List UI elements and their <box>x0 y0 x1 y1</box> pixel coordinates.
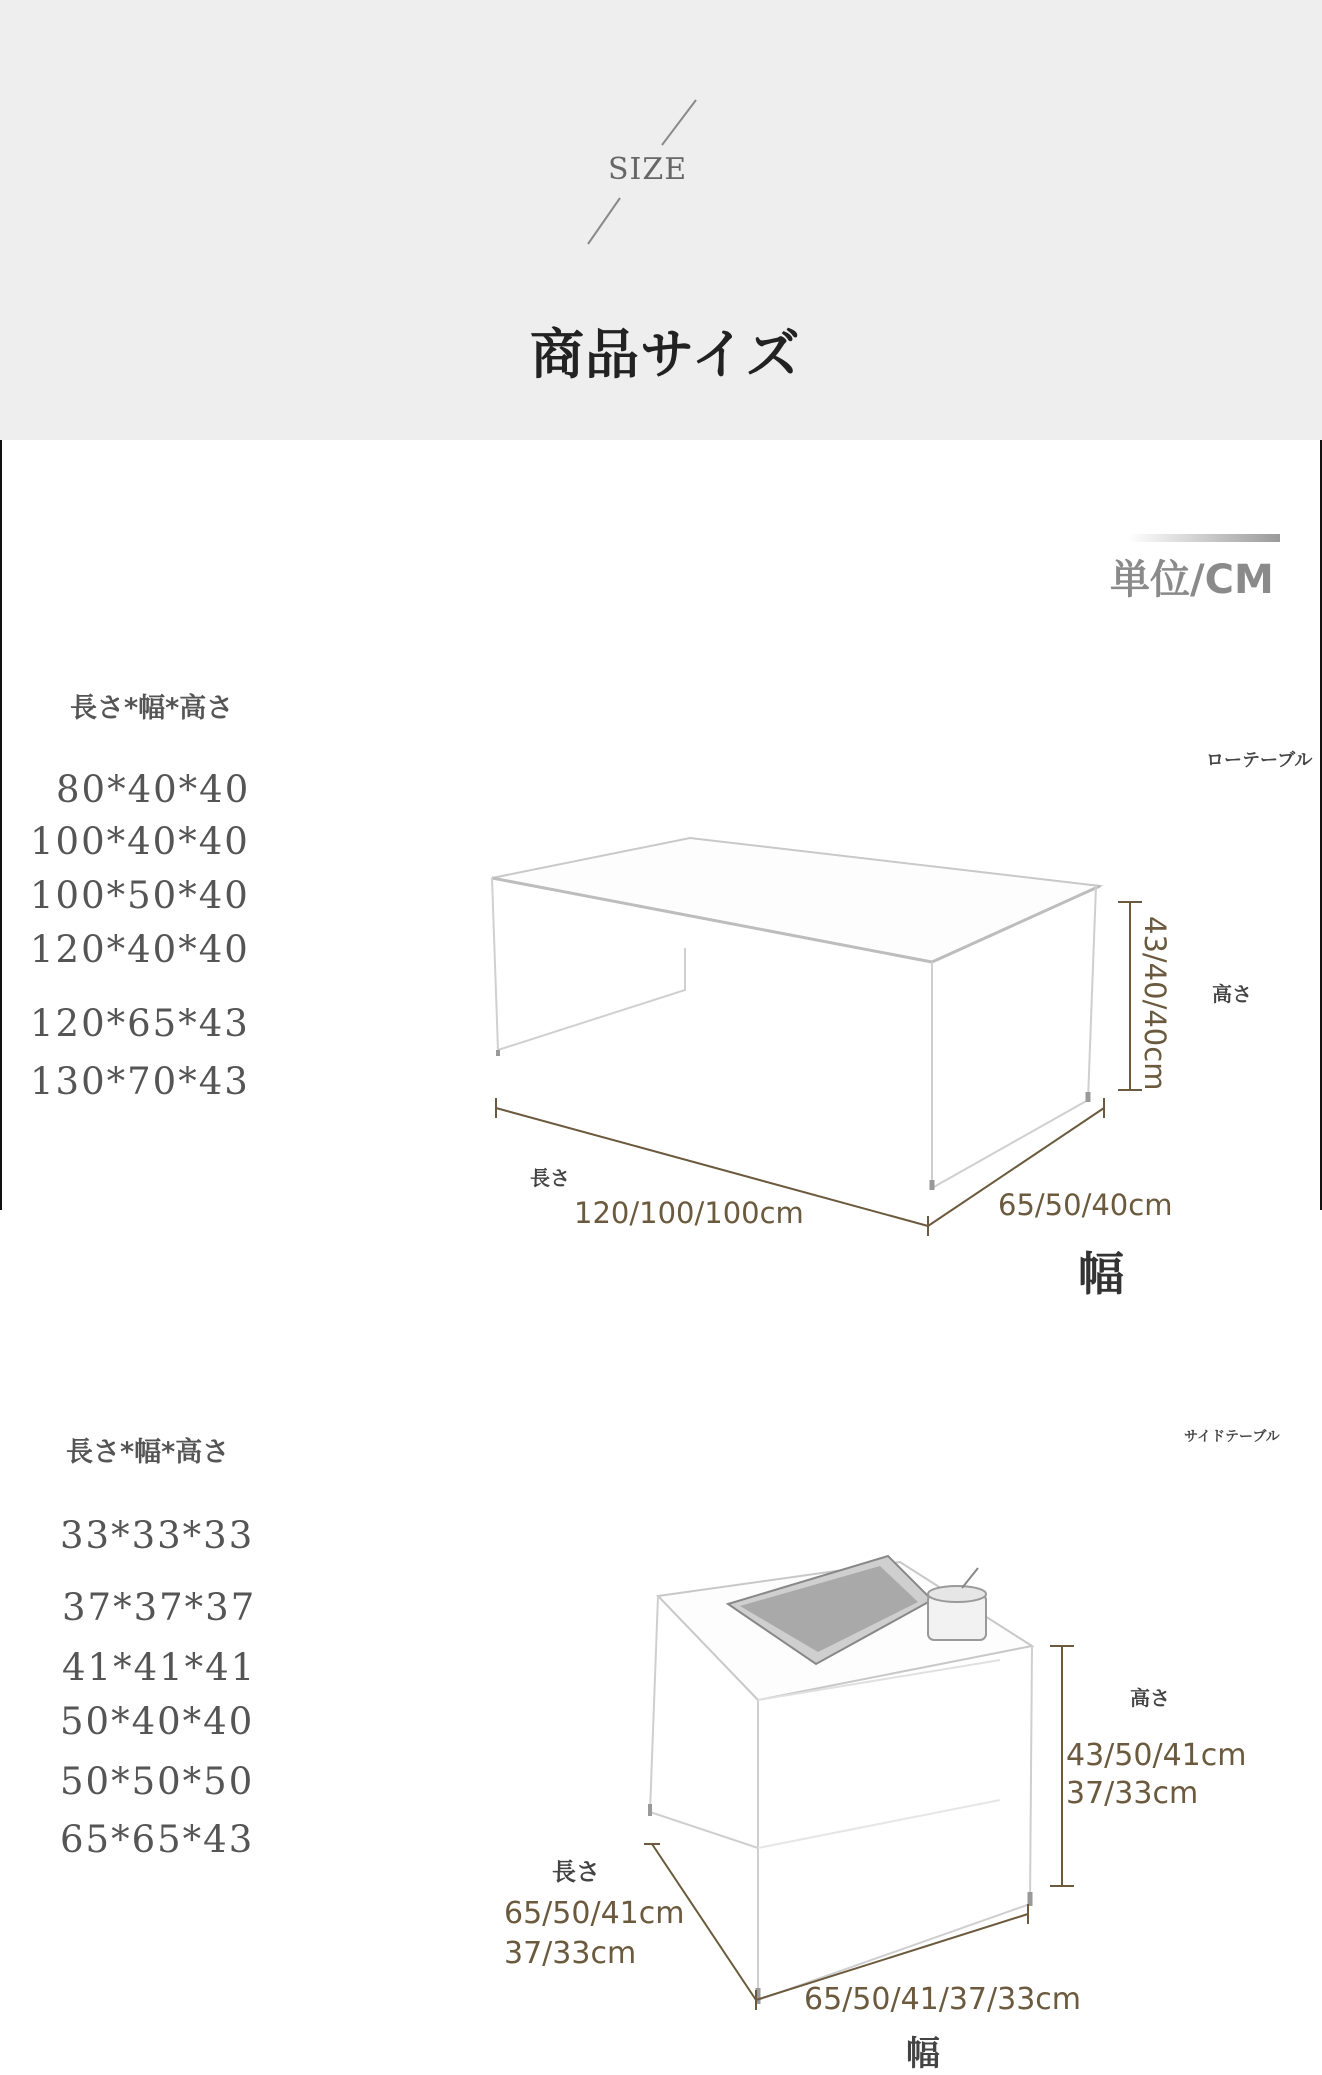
side-table-height-label: 高さ <box>1130 1686 1170 1710</box>
low-table-height-label: 高さ <box>1212 982 1252 1006</box>
size-item: 50*50*50 <box>60 1760 255 1803</box>
side-table-length-label: 長さ <box>552 1858 600 1886</box>
size-item: 120*65*43 <box>30 1002 250 1045</box>
size-item: 41*41*41 <box>62 1646 257 1689</box>
low-table-category: ローテーブル <box>1206 750 1313 771</box>
size-item: 33*33*33 <box>60 1514 255 1557</box>
size-item: 80*40*40 <box>56 768 251 811</box>
side-table-length-value-1: 65/50/41cm <box>504 1896 685 1931</box>
size-item: 37*37*37 <box>62 1586 257 1629</box>
size-label: SIZE <box>608 152 688 187</box>
side-table-height-value-1: 43/50/41cm <box>1066 1738 1247 1773</box>
side-table-width-value: 65/50/41/37/33cm <box>804 1982 1082 2017</box>
size-item: 100*50*40 <box>30 874 250 917</box>
page-title: 商品サイズ <box>530 323 801 386</box>
low-table-height-value: 43/40/40cm <box>1138 916 1172 1091</box>
low-table-width-label: 幅 <box>1078 1247 1124 1301</box>
side-table-height-value-2: 37/33cm <box>1066 1776 1199 1811</box>
size-item: 130*70*43 <box>30 1060 250 1103</box>
size-item: 100*40*40 <box>30 820 250 863</box>
unit-text: 単位/CM <box>1110 557 1274 603</box>
size-item: 65*65*43 <box>60 1818 255 1861</box>
side-table-length-value-2: 37/33cm <box>504 1936 637 1971</box>
low-table-length-label: 長さ <box>530 1166 570 1190</box>
low-table-dims-header: 長さ*幅*高さ <box>70 693 234 724</box>
side-table-dims-header: 長さ*幅*高さ <box>66 1437 230 1468</box>
side-table-category: サイドテーブル <box>1184 1429 1280 1445</box>
low-table-width-value: 65/50/40cm <box>998 1188 1173 1222</box>
side-table-width-label: 幅 <box>906 2034 940 2074</box>
low-table-length-value: 120/100/100cm <box>574 1196 804 1230</box>
size-item: 50*40*40 <box>60 1700 255 1743</box>
size-item: 120*40*40 <box>30 928 250 971</box>
